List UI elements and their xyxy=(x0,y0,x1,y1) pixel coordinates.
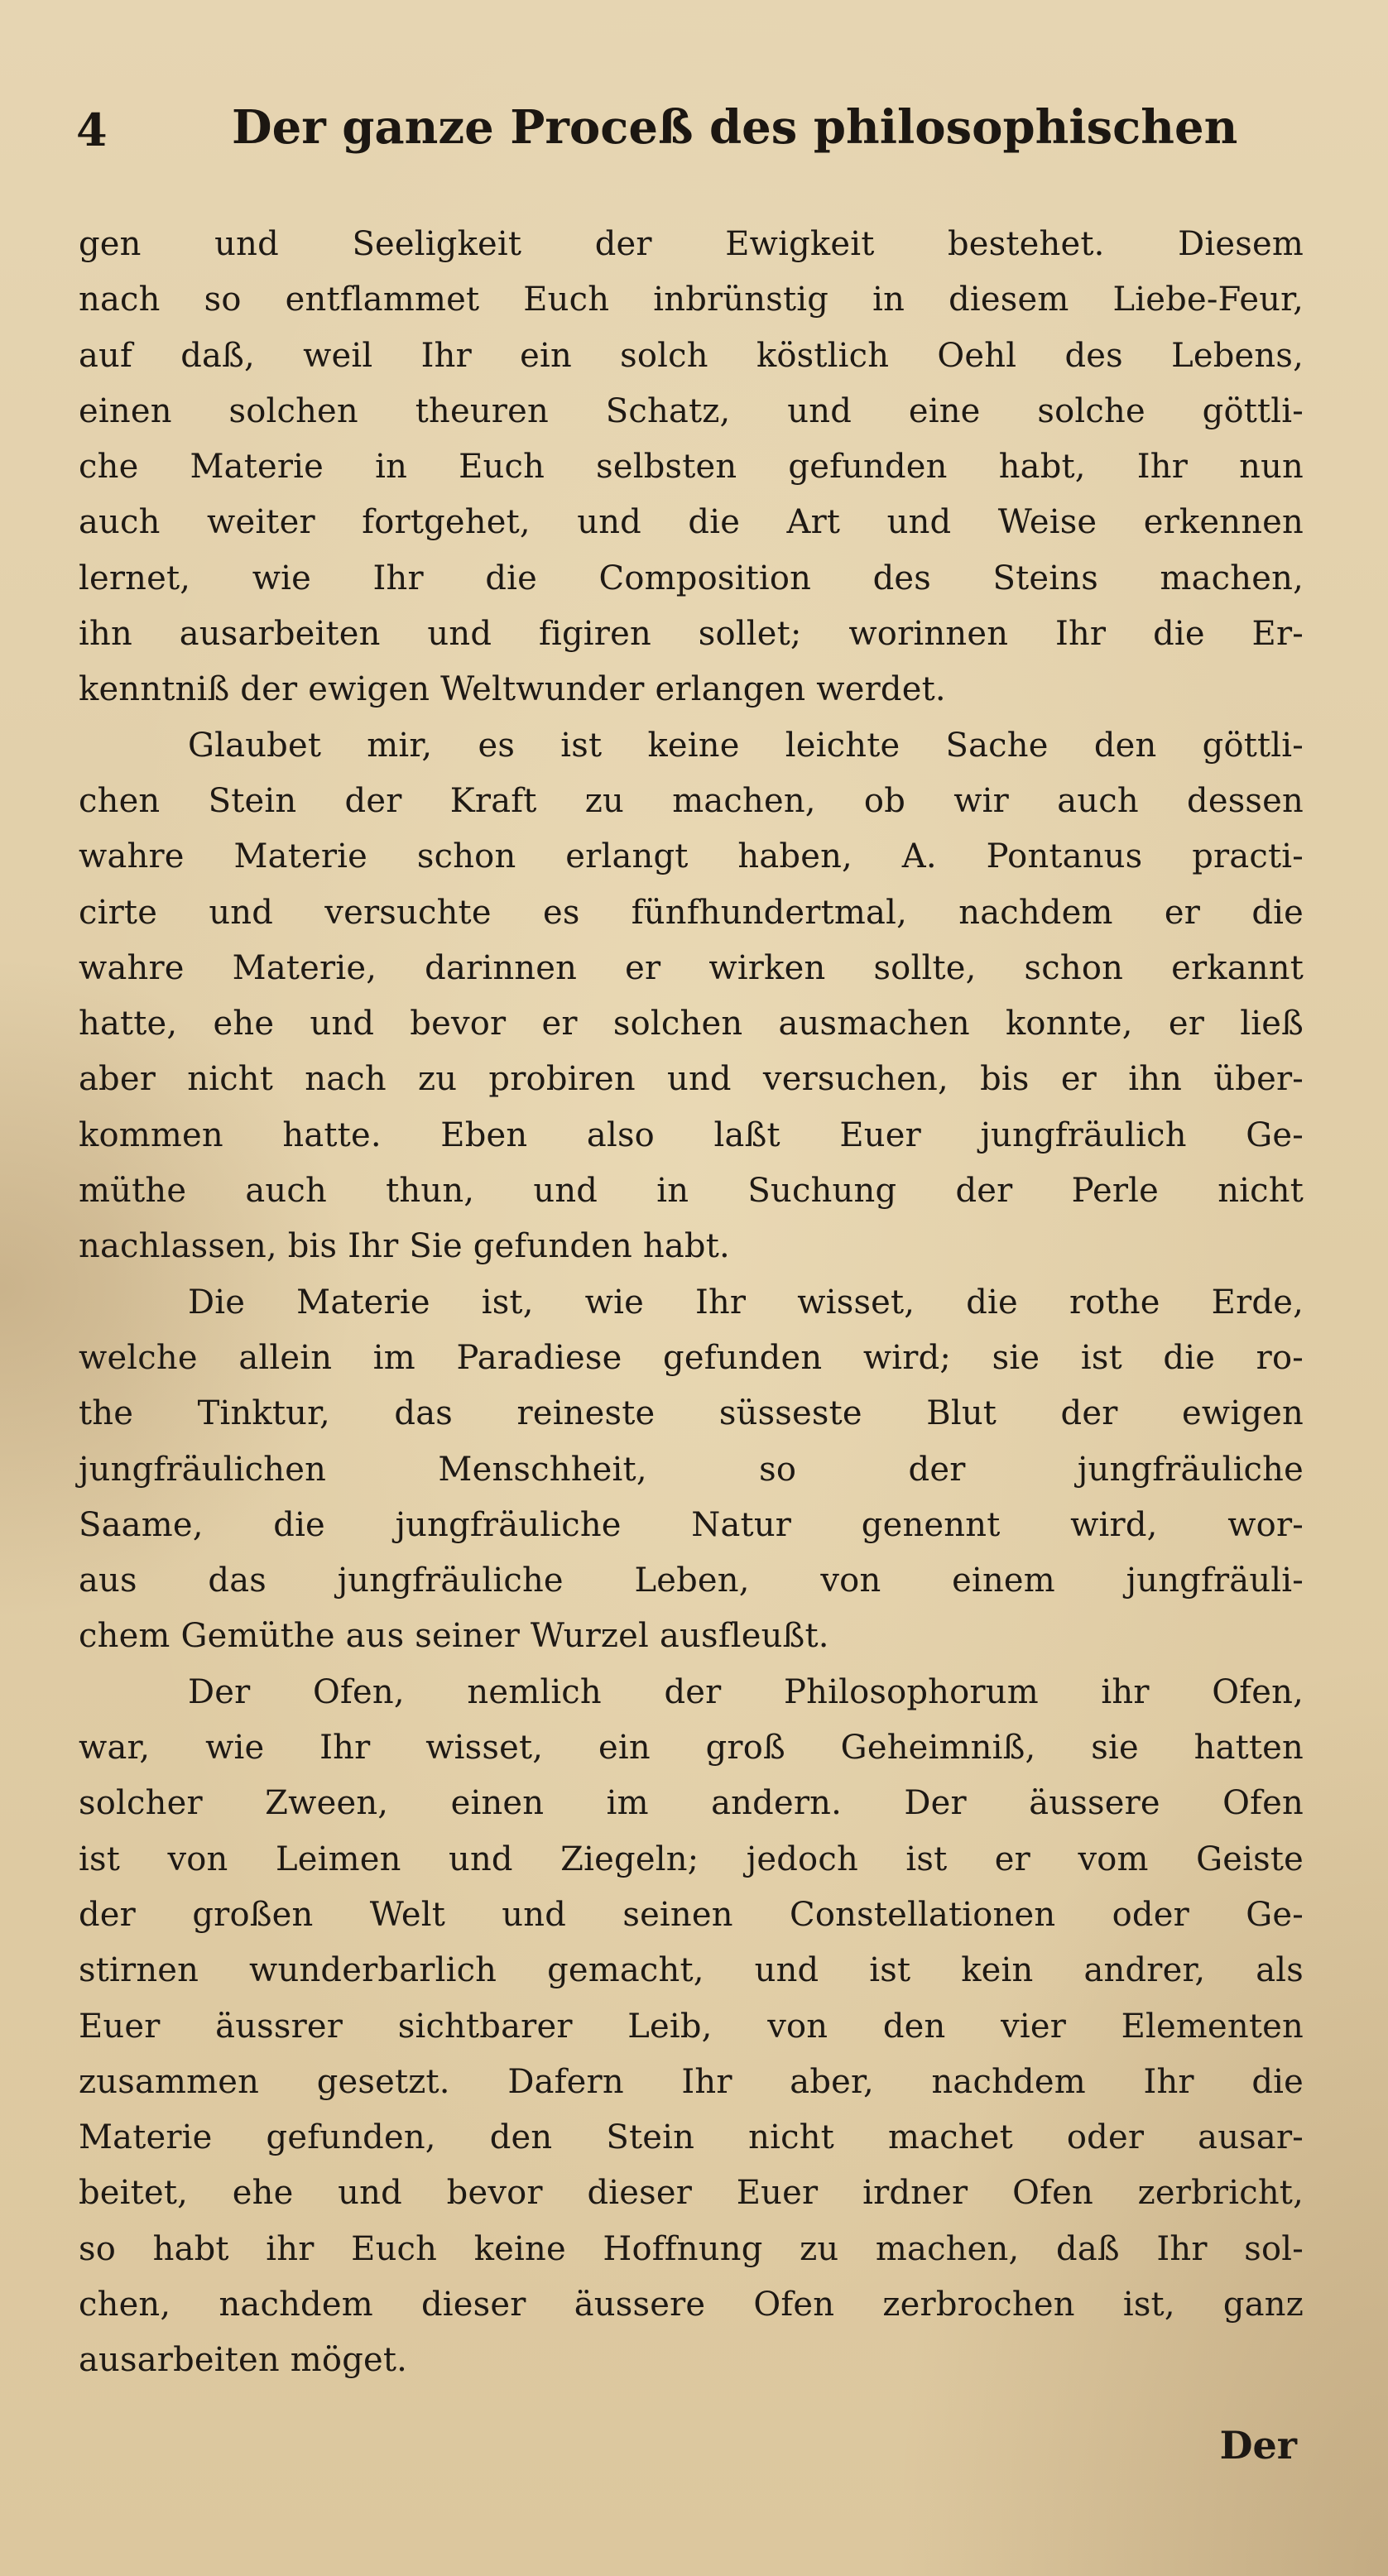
text-line: wahre Materie schon erlangt haben, A. Pontanus practi- xyxy=(79,837,1304,876)
text-line: ihn ausarbeiten und figiren sollet; worinnen Ihr die Er- xyxy=(79,615,1304,654)
page-number: 4 xyxy=(76,103,108,156)
text-line: einen solchen theuren Schatz, und eine solche göttli- xyxy=(79,391,1304,430)
text-line: auf daß, weil Ihr ein solch köstlich Oehl des Lebens, xyxy=(79,336,1304,375)
text-line: Saame, die jungfräuliche Natur genennt wird, wor- xyxy=(79,1505,1304,1544)
text-line: müthe auch thun, und in Suchung der Perle nicht xyxy=(79,1172,1304,1211)
text-line: ist von Leimen und Ziegeln; jedoch ist er vom Geiste xyxy=(79,1840,1304,1878)
text-line: cirte und versuchte es fünfhundertmal, nachdem er die xyxy=(79,893,1304,932)
text-line: aber nicht nach zu probiren und versuchen, bis er ihn über- xyxy=(79,1060,1304,1099)
text-line: jungfräulichen Menschheit, so der jungfräuliche xyxy=(79,1450,1304,1489)
text-line: der großen Welt und seinen Constellationen oder Ge- xyxy=(79,1895,1304,1934)
text-line: beitet, ehe und bevor dieser Euer irdner Ofen zerbricht, xyxy=(79,2174,1304,2213)
text-line: zusammen gesetzt. Dafern Ihr aber, nachdem Ihr die xyxy=(79,2062,1304,2101)
text-line: lernet, wie Ihr die Composition des Steins machen, xyxy=(79,559,1304,597)
text-line: che Materie in Euch selbsten gefunden habt, Ihr nun xyxy=(79,448,1304,487)
body-text xyxy=(79,217,1304,2389)
text-line: Der Ofen, nemlich der Philosophorum ihr Ofen, xyxy=(188,1672,1304,1711)
text-line: kenntniß der ewigen Weltwunder erlangen werdet. xyxy=(79,670,946,709)
text-line: Glaubet mir, es ist keine leichte Sache den göttli- xyxy=(188,726,1304,765)
text-line: welche allein im Paradiese gefunden wird; sie ist die ro- xyxy=(79,1338,1304,1377)
catchword: Der xyxy=(1219,2423,1297,2468)
text-line: gen und Seeligkeit der Ewigkeit bestehet. Diesem xyxy=(79,225,1304,263)
text-line: chem Gemüthe aus seiner Wurzel ausfleußt. xyxy=(79,1617,829,1656)
text-line: hatte, ehe und bevor er solchen ausmachen konnte, er ließ xyxy=(79,1005,1304,1043)
text-line: kommen hatte. Eben also laßt Euer jungfräulich Ge- xyxy=(79,1115,1304,1154)
text-line: chen, nachdem dieser äussere Ofen zerbrochen ist, ganz xyxy=(79,2285,1304,2324)
text-line: Euer äussrer sichtbarer Leib, von den vier Elementen xyxy=(79,2007,1304,2046)
text-line: ausarbeiten möget. xyxy=(79,2341,408,2380)
text-line: auch weiter fortgehet, und die Art und Weise erkennen xyxy=(79,503,1304,542)
text-line: Die Materie ist, wie Ihr wisset, die rothe Erde, xyxy=(188,1283,1304,1322)
text-line: wahre Materie, darinnen er wirken sollte, schon erkannt xyxy=(79,948,1304,987)
text-line: Materie gefunden, den Stein nicht machet oder ausar- xyxy=(79,2118,1304,2157)
text-line: chen Stein der Kraft zu machen, ob wir auch dessen xyxy=(79,781,1304,820)
text-line: war, wie Ihr wisset, ein groß Geheimniß, sie hatten xyxy=(79,1729,1304,1768)
text-line: stirnen wunderbarlich gemacht, und ist kein andrer, als xyxy=(79,1951,1304,1990)
text-line: nach so entflammet Euch inbrünstig in diesem Liebe-Feur, xyxy=(79,281,1304,319)
running-head: Der ganze Proceß des philosophischen xyxy=(232,100,1238,155)
text-line: aus das jungfräuliche Leben, von einem jungfräuli- xyxy=(79,1561,1304,1600)
text-line: solcher Zween, einen im andern. Der äussere Ofen xyxy=(79,1784,1304,1823)
text-line: so habt ihr Euch keine Hoffnung zu machen, daß Ihr sol- xyxy=(79,2229,1304,2268)
text-line: the Tinktur, das reineste süsseste Blut der ewigen xyxy=(79,1394,1304,1433)
text-line: nachlassen, bis Ihr Sie gefunden habt. xyxy=(79,1227,730,1266)
